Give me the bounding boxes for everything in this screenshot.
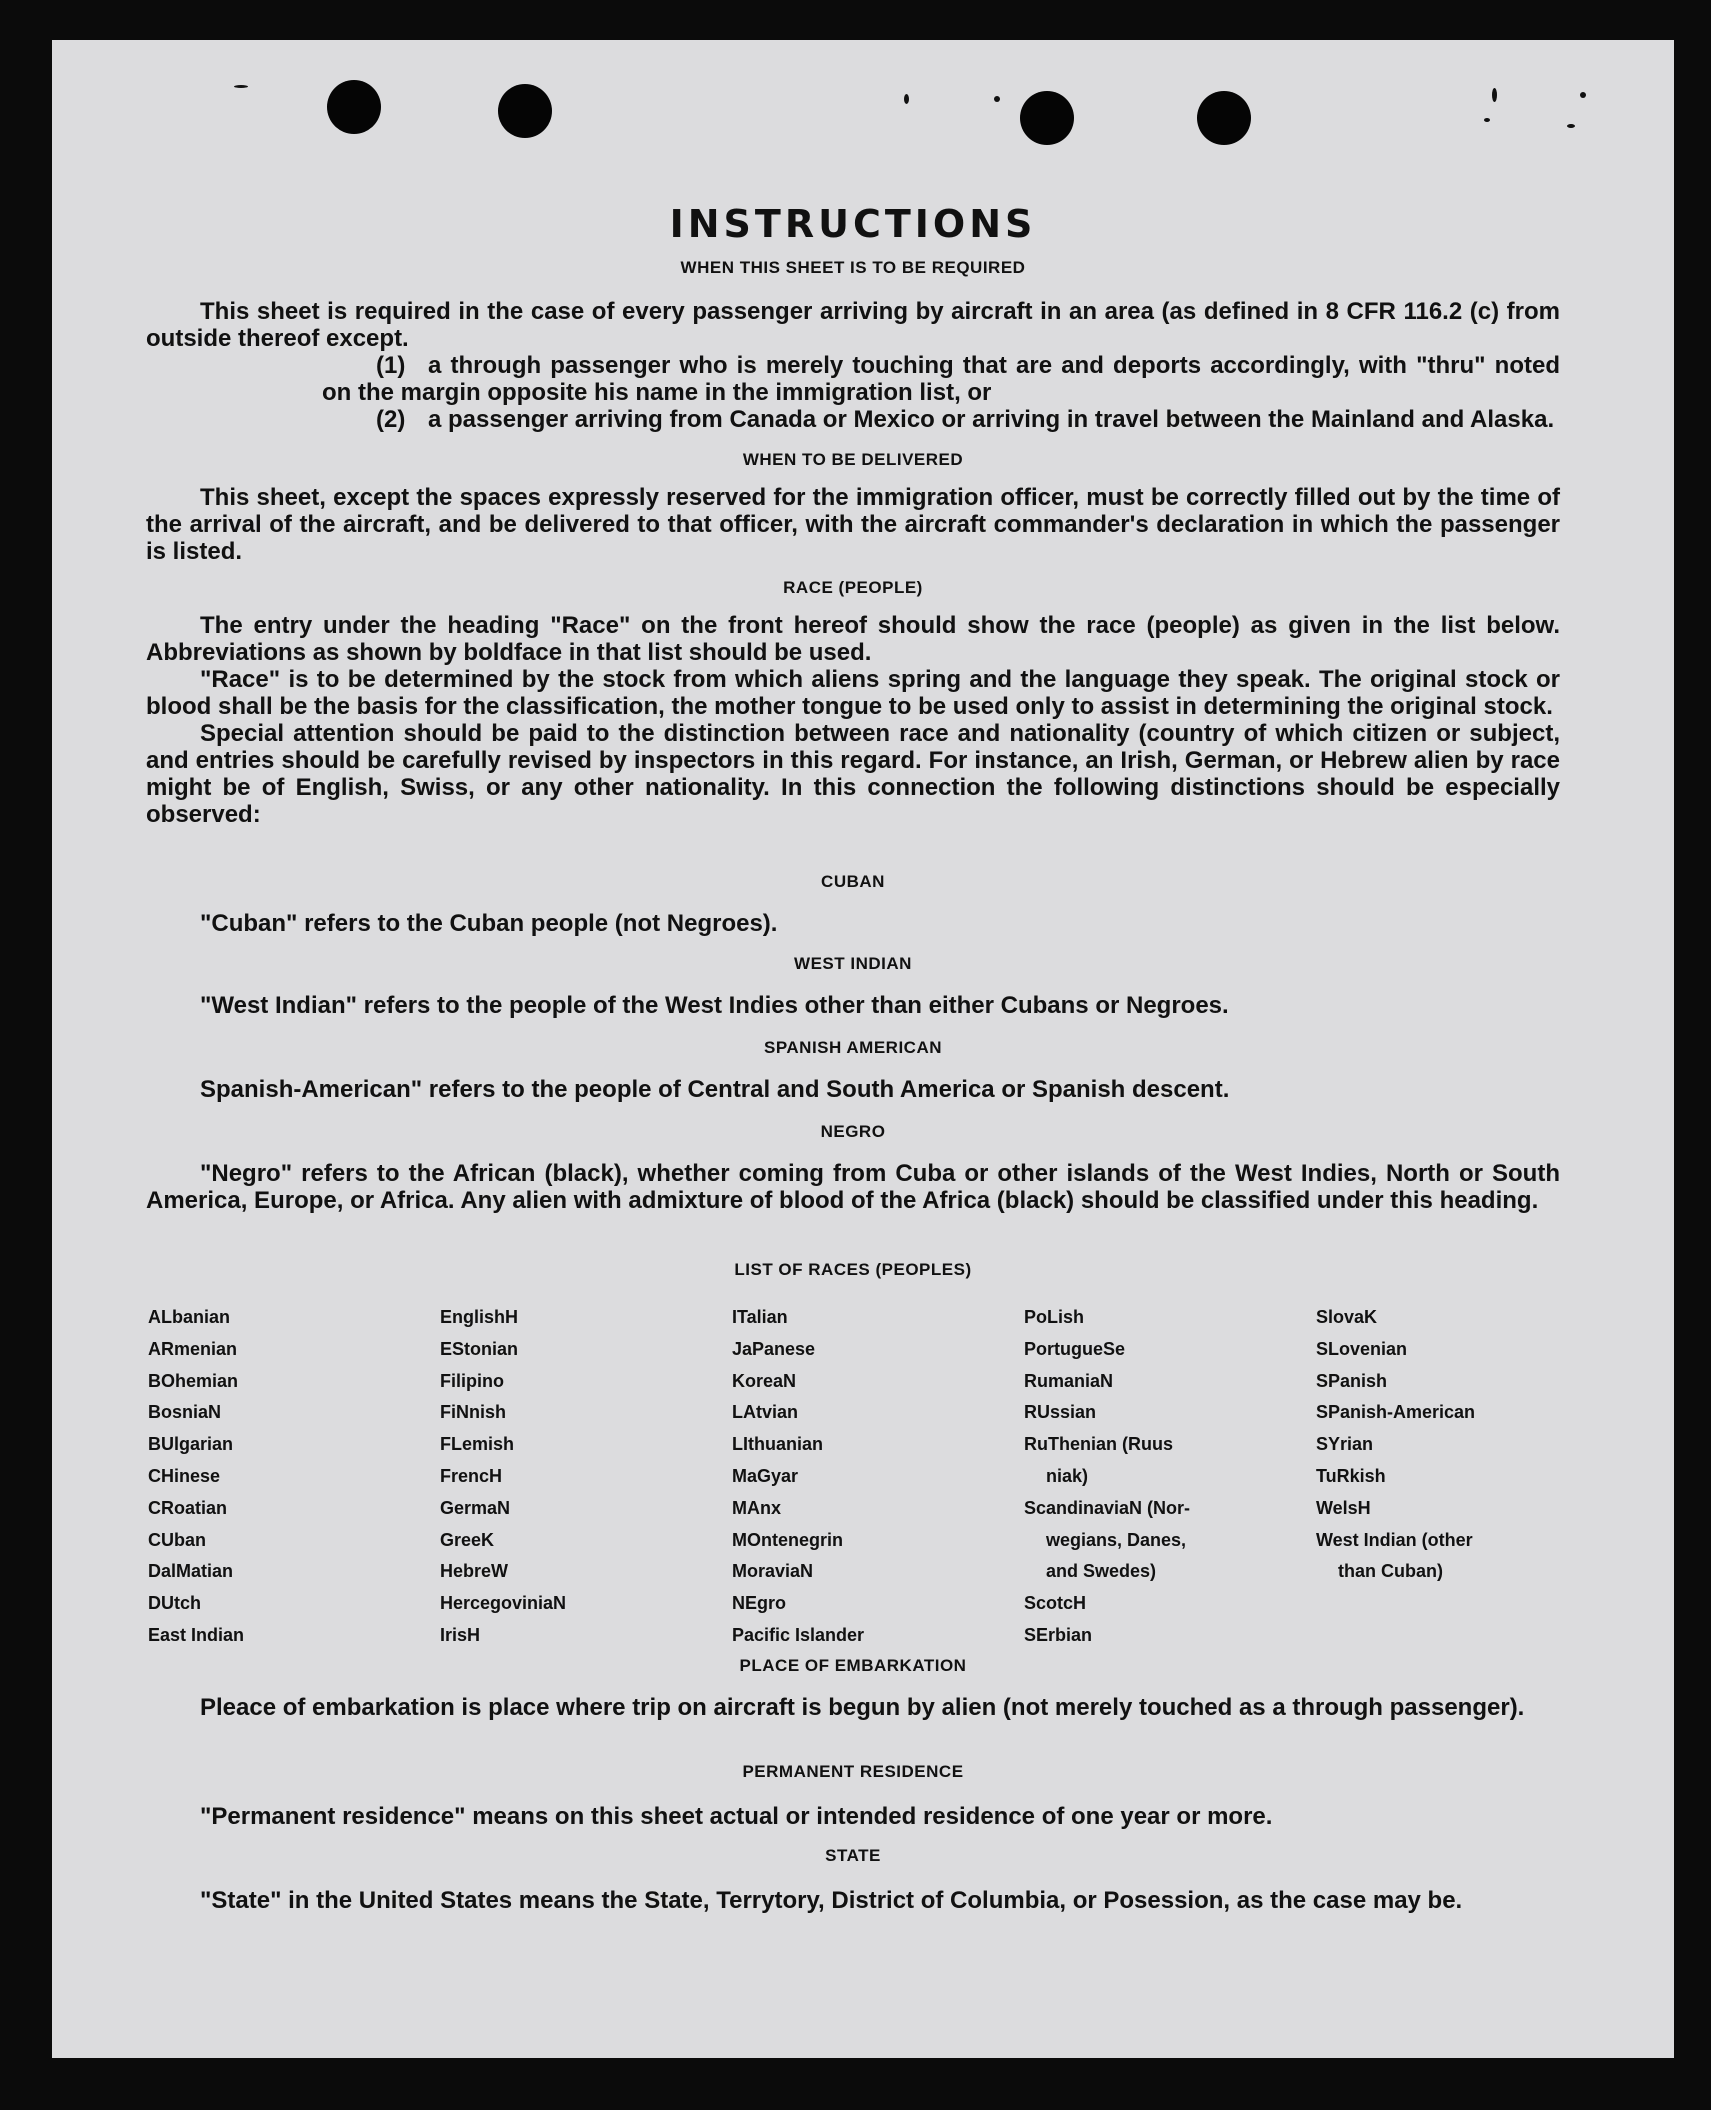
race-entry: MoraviaN: [732, 1561, 814, 1582]
punch-hole: [498, 84, 552, 138]
race-entry: SlovaK: [1316, 1307, 1378, 1327]
race-entry: PoLish: [1024, 1307, 1085, 1327]
race-entry: WelsH: [1316, 1497, 1371, 1518]
race-entry: RumaniaN: [1024, 1370, 1114, 1391]
section-heading: RACE (PEOPLE): [783, 578, 923, 597]
state-section: [146, 1887, 1560, 1914]
race-entry: ScotcH: [1024, 1593, 1087, 1614]
list-item: [146, 406, 1560, 433]
required-intro: This sheet is required in the case of every passenger arriving by aircraft in an area (as defined in 8 CFR 116.2 (c) from outside thereof except.: [146, 298, 1560, 352]
race-entry: HercegoviniaN: [440, 1593, 567, 1614]
race-entry: CUban: [148, 1529, 206, 1550]
section-heading: WHEN TO BE DELIVERED: [742, 450, 964, 469]
race-column: [732, 1302, 1024, 1652]
race-entry: MAnx: [732, 1497, 781, 1518]
race-entry: HebreW: [440, 1561, 509, 1582]
residence-text: "Permanent residence" means on this sheet actual or intended residence of one year or more.: [200, 1803, 1273, 1830]
section-heading: WEST INDIAN: [794, 954, 912, 973]
race-entry: RUssian: [1024, 1402, 1097, 1423]
section-heading: WHEN THIS SHEET IS TO BE REQUIRED: [680, 258, 1026, 277]
race-entry: and Swedes): [1046, 1561, 1157, 1582]
race-column: [1024, 1302, 1316, 1652]
race-entry: BosniaN: [148, 1402, 222, 1423]
race-entry: GreeK: [440, 1529, 495, 1550]
race-entry: NEgro: [732, 1593, 786, 1614]
race-entry: MOntenegrin: [732, 1529, 843, 1550]
section-heading: SPANISH AMERICAN: [763, 1038, 942, 1057]
race-entry: niak): [1046, 1465, 1089, 1486]
race-entry: ALbanian: [148, 1307, 231, 1327]
race-entry: SLovenian: [1316, 1338, 1408, 1359]
race-entry: FiNnish: [440, 1402, 506, 1423]
ink-speck: [234, 85, 248, 88]
race-entry: RuThenian (Ruus: [1024, 1434, 1173, 1455]
race-entry: DalMatian: [148, 1561, 234, 1582]
race-entry: SErbian: [1024, 1624, 1093, 1645]
punch-hole: [327, 80, 381, 134]
cuban-section: [146, 910, 1560, 937]
race-entry: IrisH: [440, 1624, 481, 1645]
race-entry: LIthuanian: [732, 1434, 823, 1455]
race-entry: Pacific Islander: [732, 1624, 865, 1645]
race-entry: TuRkish: [1316, 1465, 1386, 1486]
race-paragraph: Special attention should be paid to the distinction between race and nationality (country of which citizen or subject, and entries should be carefully revised by inspectors in this regard. For instance, an Irish, German, or Hebrew alien by race might be of English, Swiss, or any other nationality. In this connection the following distinctions should be especially observed:: [146, 720, 1560, 828]
west-indian-section: [146, 992, 1560, 1019]
ink-speck: [1567, 124, 1575, 128]
negro-text: "Negro" refers to the African (black), whether coming from Cuba or other islands of the West Indies, North or South America, Europe, or Africa. Any alien with admixture of blood of the Africa (black) should be classified under this heading.: [146, 1160, 1560, 1214]
item-text: a through passenger who is merely touching that are and deports accordingly, with "thru" noted on the margin opposite his name in the immigration list, or: [322, 352, 1560, 406]
west-indian-text: "West Indian" refers to the people of the West Indies other than either Cubans or Negroes.: [200, 992, 1229, 1019]
race-entry: ARmenian: [148, 1338, 238, 1359]
ink-speck: [994, 96, 1000, 102]
race-section: [146, 612, 1560, 828]
embarkation-text: Pleace of embarkation is place where trip on aircraft is begun by alien (not merely touched as a through passenger).: [200, 1694, 1525, 1721]
ink-speck: [1492, 88, 1497, 102]
race-entry: wegians, Danes,: [1046, 1529, 1187, 1550]
spanish-american-section: [146, 1076, 1560, 1103]
ink-speck: [1484, 118, 1490, 122]
delivered-text: This sheet, except the spaces expressly reserved for the immigration officer, must be correctly filled out by the time of the arrival of the aircraft, and be delivered to that officer, with the aircraft commander's declaration in which the passenger is listed.: [146, 484, 1560, 565]
race-entry: FLemish: [440, 1434, 515, 1455]
race-list: [148, 1302, 1608, 1652]
race-entry: Filipino: [440, 1370, 504, 1391]
race-entry: SPanish: [1316, 1370, 1388, 1391]
race-entry: JaPanese: [732, 1338, 816, 1359]
section-heading: CUBAN: [821, 872, 885, 891]
section-heading: LIST OF RACES (PEOPLES): [734, 1260, 972, 1279]
race-entry: ScandinaviaN (Nor-: [1024, 1497, 1191, 1518]
state-text: "State" in the United States means the State, Terrytory, District of Columbia, or Posession, as the case may be.: [200, 1887, 1463, 1914]
race-entry: SYrian: [1316, 1434, 1374, 1455]
race-column: [1316, 1302, 1608, 1652]
race-paragraph: The entry under the heading "Race" on the front hereof should show the race (people) as given in the list below. Abbreviations as shown by boldface in that list should be used.: [146, 612, 1560, 666]
required-section: [146, 298, 1560, 433]
race-entry: GermaN: [440, 1497, 511, 1518]
section-heading: PERMANENT RESIDENCE: [742, 1762, 964, 1781]
document-sheet: [52, 40, 1674, 2058]
section-heading: PLACE OF EMBARKATION: [739, 1656, 967, 1675]
race-entry: LAtvian: [732, 1402, 799, 1423]
race-column: [148, 1302, 440, 1652]
residence-section: [146, 1803, 1560, 1830]
race-entry: than Cuban): [1338, 1561, 1443, 1582]
race-column: [440, 1302, 732, 1652]
ink-speck: [904, 94, 909, 104]
race-entry: PortugueSe: [1024, 1338, 1126, 1359]
race-entry: CHinese: [148, 1465, 221, 1486]
page-title: INSTRUCTIONS: [669, 202, 1037, 246]
spanish-american-text: Spanish-American" refers to the people of Central and South America or Spanish descent.: [200, 1076, 1230, 1103]
race-paragraph: "Race" is to be determined by the stock from which aliens spring and the language they speak. The original stock or blood shall be the basis for the classification, the mother tongue to be used only to assist in determining the original stock.: [146, 666, 1560, 720]
item-text: a passenger arriving from Canada or Mexico or arriving in travel between the Mainland and Alaska.: [428, 406, 1555, 433]
section-heading: STATE: [825, 1846, 881, 1865]
race-entry: East Indian: [148, 1624, 245, 1645]
ink-speck: [1580, 92, 1586, 98]
race-entry: CRoatian: [148, 1497, 228, 1518]
race-entry: MaGyar: [732, 1465, 799, 1486]
race-entry: BUlgarian: [148, 1434, 234, 1455]
race-entry: KoreaN: [732, 1370, 797, 1391]
section-heading: NEGRO: [820, 1122, 886, 1141]
punch-hole: [1020, 91, 1074, 145]
item-number: (1): [376, 352, 406, 379]
cuban-text: "Cuban" refers to the Cuban people (not Negroes).: [200, 910, 778, 937]
list-item: [146, 352, 1560, 406]
punch-hole: [1197, 91, 1251, 145]
race-entry: EStonian: [440, 1338, 519, 1359]
race-entry: West Indian (other: [1316, 1529, 1473, 1550]
race-entry: EnglishH: [440, 1307, 519, 1327]
item-number: (2): [376, 406, 406, 433]
negro-section: [146, 1160, 1560, 1214]
race-entry: FrencH: [440, 1465, 503, 1486]
race-entry: DUtch: [148, 1593, 201, 1614]
race-entry: ITalian: [732, 1307, 788, 1327]
race-entry: SPanish-American: [1316, 1402, 1476, 1423]
delivered-section: [146, 484, 1560, 565]
race-entry: BOhemian: [148, 1370, 239, 1391]
embarkation-section: [146, 1694, 1560, 1721]
